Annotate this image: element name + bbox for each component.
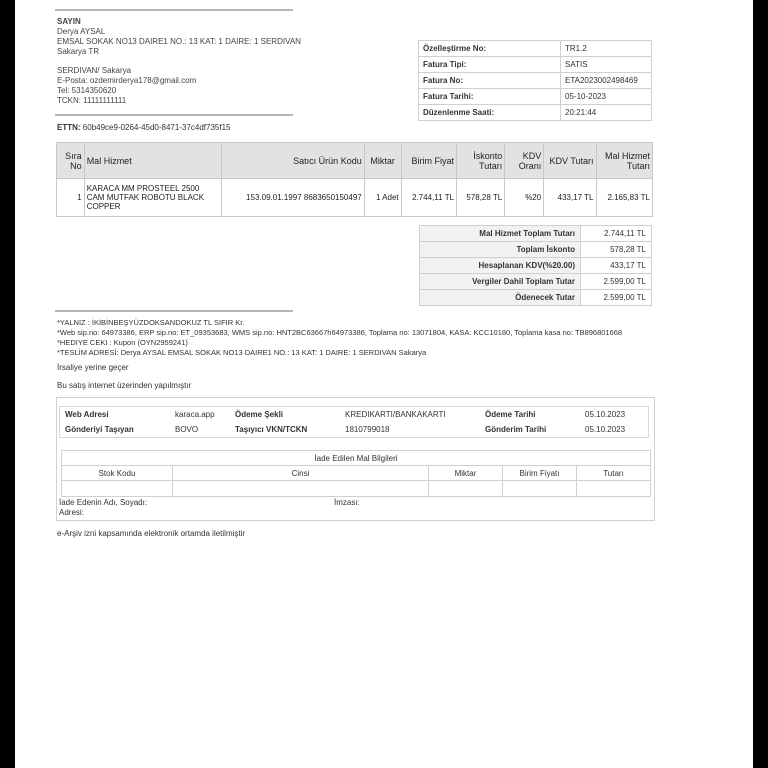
meta-row bbox=[419, 89, 652, 105]
col-kdv-orani: KDV Oranı bbox=[505, 143, 544, 179]
meta-value: 20:21:44 bbox=[561, 105, 652, 121]
totals-row bbox=[420, 242, 652, 258]
shipping-date-label: Gönderim Tarihi bbox=[485, 425, 547, 434]
total-value: 2.599,00 TL bbox=[581, 274, 652, 290]
carrier-vkn-label: Taşıyıcı VKN/TCKN bbox=[235, 425, 308, 434]
totals-row bbox=[420, 290, 652, 306]
total-label: Ödenecek Tutar bbox=[420, 290, 581, 306]
col-mal-hizmet: Mal Hizmet bbox=[84, 143, 221, 179]
buyer-phone: Tel: 5314350620 bbox=[57, 86, 117, 95]
buyer-bottom-rule bbox=[55, 114, 293, 116]
meta-value: 05-10-2023 bbox=[561, 89, 652, 105]
earsiv-note: e-Arşiv izni kapsamında elektronik ortamda iletilmiştir bbox=[57, 529, 246, 538]
meta-value: TR1.2 bbox=[561, 41, 652, 57]
notes-block bbox=[57, 318, 747, 358]
payment-method-value: KREDIKARTI/BANKAKARTI bbox=[345, 410, 446, 419]
total-value: 433,17 TL bbox=[581, 258, 652, 274]
return-title-row bbox=[62, 451, 651, 466]
return-header-row bbox=[62, 466, 651, 481]
return-col-cinsi: Cinsi bbox=[173, 466, 429, 481]
payment-row bbox=[60, 422, 649, 438]
cell-miktar: 1 Adet bbox=[364, 179, 401, 217]
total-value: 2.744,11 TL bbox=[581, 226, 652, 242]
meta-label: Fatura No: bbox=[419, 73, 561, 89]
buyer-email: E-Posta: ozdemirderya178@gmail.com bbox=[57, 76, 197, 85]
note-hediye: *HEDIYE CEKI : Kupon (OYN2959241) bbox=[57, 338, 188, 347]
notes-top-rule bbox=[55, 310, 293, 312]
col-mal-hizmet-tutari: Mal Hizmet Tutarı bbox=[596, 143, 652, 179]
return-col-tutari: Tutarı bbox=[577, 466, 651, 481]
return-col-miktar: Miktar bbox=[429, 466, 503, 481]
payment-row bbox=[60, 407, 649, 423]
cell-mal-hizmet-tutari: 2.165,83 TL bbox=[596, 179, 652, 217]
meta-label: Fatura Tarihi: bbox=[419, 89, 561, 105]
returner-name-label: İade Edenin Adı, Soyadı: bbox=[59, 498, 148, 507]
cell-birim-fiyat: 2.744,11 TL bbox=[401, 179, 456, 217]
buyer-block bbox=[57, 17, 301, 106]
total-value: 578,28 TL bbox=[581, 242, 652, 258]
totals-row bbox=[420, 226, 652, 242]
ettn-value: 60b49ce9-0264-45d0-8471-37c4df735f15 bbox=[82, 123, 231, 132]
meta-row bbox=[419, 73, 652, 89]
web-address-value: karaca.app bbox=[175, 410, 215, 419]
note-teslim: *TESLİM ADRESİ: Derya AYSAL EMSAL SOKAK NO13 DAIRE1 NO.: 13 KAT: 1 DAIRE: 1 SERDIVAN Sakarya bbox=[57, 348, 427, 357]
buyer-address-line1: EMSAL SOKAK NO13 DAIRE1 NO.: 13 KAT: 1 DAIRE: 1 SERDIVAN bbox=[57, 37, 301, 46]
payment-method-label: Ödeme Şekli bbox=[235, 410, 284, 419]
return-cell bbox=[62, 481, 173, 497]
meta-value: ETA2023002498469 bbox=[561, 73, 652, 89]
cell-urun-kodu: 153.09.01.1997 8683650150497 bbox=[222, 179, 365, 217]
items-header-row bbox=[57, 143, 653, 179]
total-label: Vergiler Dahil Toplam Tutar bbox=[420, 274, 581, 290]
col-birim-fiyat: Birim Fiyat bbox=[401, 143, 456, 179]
signature-label: İmzası: bbox=[334, 498, 360, 507]
meta-label: Özelleştirme No: bbox=[419, 41, 561, 57]
buyer-heading: SAYIN bbox=[57, 17, 81, 26]
ettn-line bbox=[57, 123, 230, 133]
cell-kdv-tutari: 433,17 TL bbox=[544, 179, 596, 217]
col-urun-kodu: Satıcı Ürün Kodu bbox=[222, 143, 365, 179]
return-cell bbox=[429, 481, 503, 497]
meta-value: SATIS bbox=[561, 57, 652, 73]
buyer-address-line2: Sakarya TR bbox=[57, 47, 100, 56]
payment-date-value: 05.10.2023 bbox=[585, 410, 626, 419]
totals-table bbox=[419, 225, 652, 306]
totals-row bbox=[420, 258, 652, 274]
items-table bbox=[56, 142, 653, 217]
return-table bbox=[61, 450, 651, 497]
web-address-label: Web Adresi bbox=[65, 410, 109, 419]
meta-row bbox=[419, 57, 652, 73]
return-cell bbox=[577, 481, 651, 497]
total-label: Mal Hizmet Toplam Tutarı bbox=[420, 226, 581, 242]
shipping-date-value: 05.10.2023 bbox=[585, 425, 626, 434]
cell-sira: 1 bbox=[57, 179, 85, 217]
table-row bbox=[62, 481, 651, 497]
note-yalniz: *YALNIZ : İKİBİNBEŞYÜZDOKSANDOKUZ TL SIFIR Kr. bbox=[57, 318, 245, 327]
totals-row bbox=[420, 274, 652, 290]
meta-label: Fatura Tipi: bbox=[419, 57, 561, 73]
total-label: Toplam İskonto bbox=[420, 242, 581, 258]
col-miktar: Miktar bbox=[364, 143, 401, 179]
total-value: 2.599,00 TL bbox=[581, 290, 652, 306]
return-col-stok-kodu: Stok Kodu bbox=[62, 466, 173, 481]
top-rule bbox=[55, 9, 293, 11]
payment-table bbox=[59, 406, 649, 438]
internet-sale-note: Bu satış internet üzerinden yapılmıştır bbox=[57, 381, 192, 390]
ettn-label: ETTN: bbox=[57, 123, 81, 132]
invoice-page bbox=[15, 0, 753, 768]
total-label: Hesaplanan KDV(%20.00) bbox=[420, 258, 581, 274]
return-col-birim-fiyat: Birim Fiyatı bbox=[503, 466, 577, 481]
carrier-label: Gönderiyi Taşıyan bbox=[65, 425, 134, 434]
return-cell bbox=[503, 481, 577, 497]
cell-mal-hizmet: KARACA MM PROSTEEL 2500 CAM MUTFAK ROBOTU BLACK COPPER bbox=[84, 179, 221, 217]
carrier-value: BOVO bbox=[175, 425, 199, 434]
buyer-district: SERDIVAN/ Sakarya bbox=[57, 66, 132, 75]
note-siparis: *Web sip.no: 64973386, ERP sip.no: ET_09353683, WMS sip.no: HNT2BC63667h64973386, Toplama no: 13071804, KASA: KCC10180, Toplama kasa no: TB896801668 bbox=[57, 328, 623, 337]
payment-return-box bbox=[56, 397, 655, 521]
meta-row bbox=[419, 41, 652, 57]
return-title: İade Edilen Mal Bilgileri bbox=[62, 451, 651, 466]
cell-kdv-orani: %20 bbox=[505, 179, 544, 217]
invoice-meta-table bbox=[418, 40, 652, 121]
buyer-tckn: TCKN: 11111111111 bbox=[57, 96, 127, 105]
col-iskonto: İskonto Tutarı bbox=[457, 143, 505, 179]
meta-row bbox=[419, 105, 652, 121]
irsaliye-note: İrsaliye yerine geçer bbox=[57, 363, 129, 372]
buyer-name: Derya AYSAL bbox=[57, 27, 106, 36]
carrier-vkn-value: 1810799018 bbox=[345, 425, 390, 434]
col-kdv-tutari: KDV Tutarı bbox=[544, 143, 596, 179]
payment-date-label: Ödeme Tarihi bbox=[485, 410, 536, 419]
cell-iskonto: 578,28 TL bbox=[457, 179, 505, 217]
table-row bbox=[57, 179, 653, 217]
meta-label: Düzenlenme Saati: bbox=[419, 105, 561, 121]
col-sira-no: Sıra No bbox=[57, 143, 85, 179]
returner-address-label: Adresi: bbox=[59, 508, 84, 517]
return-cell bbox=[173, 481, 429, 497]
